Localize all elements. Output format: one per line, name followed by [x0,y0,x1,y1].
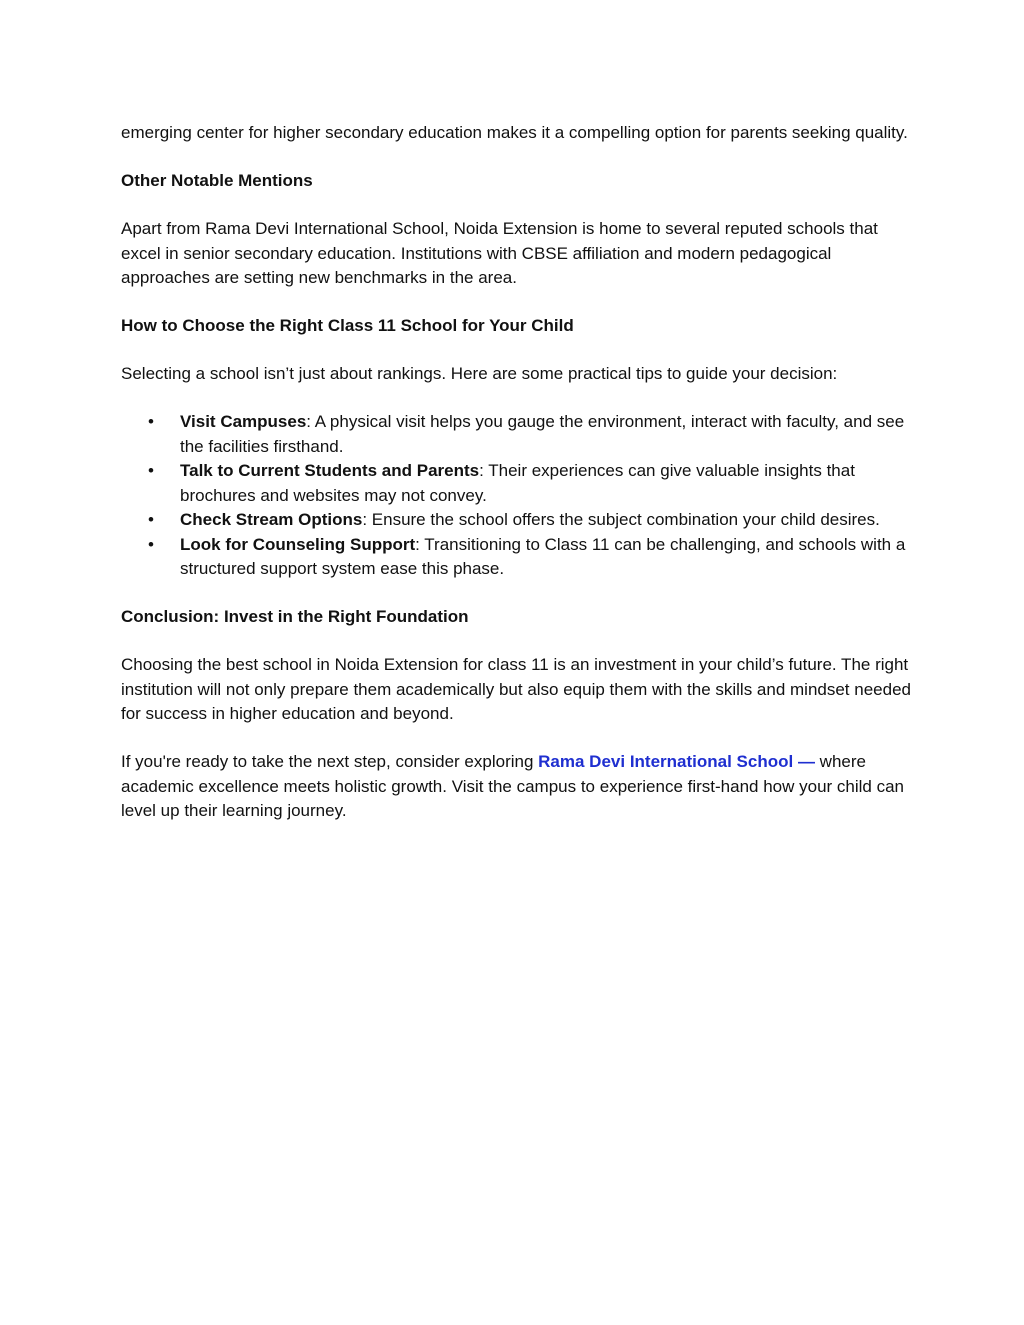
tip-text: : A physical visit helps you gauge the environment, interact with faculty, and see the facilities firsthand. [180,412,905,456]
list-item [180,533,911,582]
tip-title: Visit Campuses [180,412,307,431]
tip-title: Check Stream Options [180,510,363,529]
notable-heading: Other Notable Mentions [121,171,313,190]
intro-paragraph: emerging center for higher secondary education makes it a compelling option for parents seeking quality. [121,123,908,142]
conclusion-paragraph: Choosing the best school in Noida Extension for class 11 is an investment in your child’s future. The right institution will not only prepare them academically but also equip them with the skills and mindset needed for success in higher education and beyond. [121,655,911,723]
choose-intro-paragraph: Selecting a school isn’t just about rankings. Here are some practical tips to guide your decision: [121,364,838,383]
tip-title: Talk to Current Students and Parents [180,461,480,480]
cta-paragraph [121,750,911,824]
school-link[interactable]: Rama Devi International School — [538,752,815,771]
cta-text-before: If you're ready to take the next step, consider exploring [121,752,539,771]
tip-title: Look for Counseling Support [180,534,416,554]
list-item [180,410,911,459]
cta-text-after: where academic excellence meets holistic growth. Visit the campus to experience first-hand how your child can level up their learning journey. [121,752,905,820]
conclusion-heading: Conclusion: Invest in the Right Foundation [121,607,469,626]
tips-list [121,410,911,582]
list-item [180,508,911,533]
list-item [180,459,911,508]
notable-paragraph: Apart from Rama Devi International School, Noida Extension is home to several reputed schools that excel in senior secondary education. Institutions with CBSE affiliation and modern pedagogical approaches are setting new benchmarks in the area. [121,219,878,287]
choose-heading: How to Choose the Right Class 11 School for Your Child [121,316,574,335]
tip-text: : Transitioning to Class 11 can be challenging, and schools with a structured support system ease this phase. [180,534,906,578]
document-body [121,121,911,847]
tip-text: : Their experiences can give valuable insights that brochures and websites may not convey. [180,461,855,505]
tip-text: : Ensure the school offers the subject combination your child desires. [362,510,880,529]
